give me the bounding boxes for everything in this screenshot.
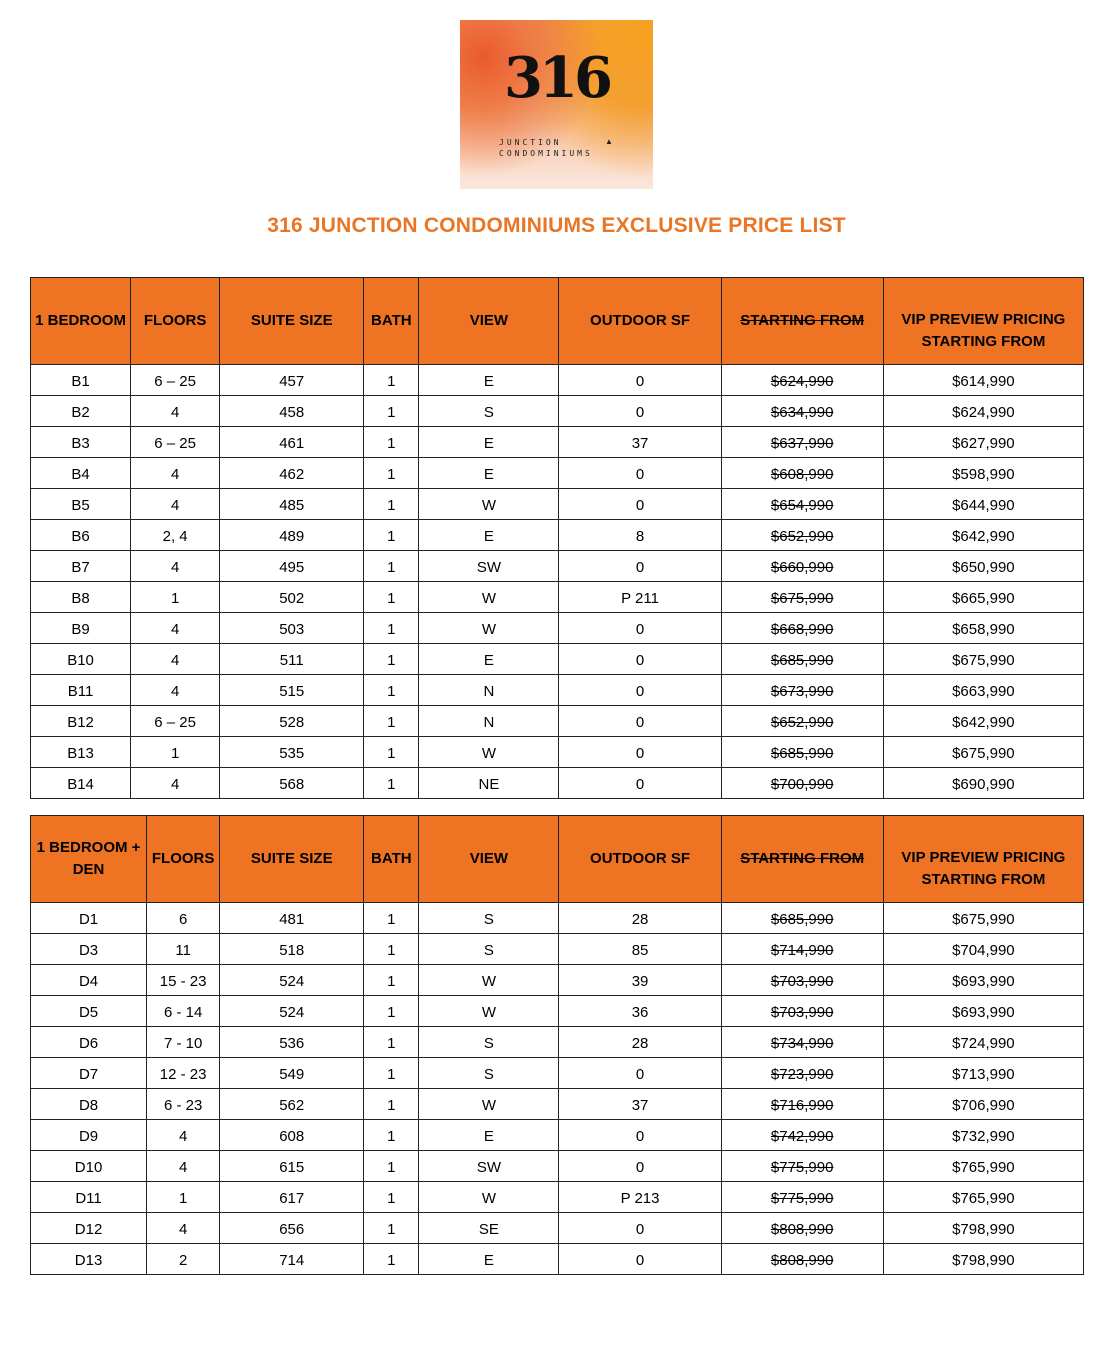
cell-suite-size: 489 (220, 520, 364, 551)
header-suite-size: SUITE SIZE (220, 816, 364, 903)
cell-vip-price: $650,990 (883, 551, 1083, 582)
cell-suite-type: D9 (31, 1120, 147, 1151)
cell-outdoor-sf: 28 (559, 1027, 721, 1058)
cell-suite-size: 485 (220, 489, 364, 520)
table-row (31, 903, 1084, 934)
cell-starting-from: $775,990 (721, 1151, 883, 1182)
cell-floors: 7 - 10 (147, 1027, 220, 1058)
cell-suite-type: B9 (31, 613, 131, 644)
cell-starting-from: $668,990 (721, 613, 883, 644)
cell-floors: 4 (131, 551, 220, 582)
cell-view: E (419, 458, 559, 489)
table-row (31, 644, 1084, 675)
cell-outdoor-sf: 0 (559, 1151, 721, 1182)
cell-view: W (419, 737, 559, 768)
cell-starting-from: $808,990 (721, 1244, 883, 1275)
cell-view: E (419, 427, 559, 458)
header-bath: BATH (364, 278, 419, 365)
cell-starting-from: $716,990 (721, 1089, 883, 1120)
header-outdoor-sf: OUTDOOR SF (559, 278, 721, 365)
cell-suite-type: B11 (31, 675, 131, 706)
table-row (31, 365, 1084, 396)
cell-vip-price: $693,990 (883, 965, 1083, 996)
cell-outdoor-sf: 39 (559, 965, 721, 996)
cell-bath: 1 (364, 768, 419, 799)
cell-vip-price: $693,990 (883, 996, 1083, 1027)
table-row (31, 768, 1084, 799)
cell-outdoor-sf: 0 (559, 1120, 721, 1151)
cell-view: SW (419, 1151, 559, 1182)
cell-bath: 1 (364, 1027, 419, 1058)
cell-floors: 6 – 25 (131, 365, 220, 396)
brand-logo (460, 20, 653, 189)
cell-vip-price: $642,990 (883, 520, 1083, 551)
cell-suite-type: B5 (31, 489, 131, 520)
cell-outdoor-sf: 28 (559, 903, 721, 934)
cell-outdoor-sf: 37 (559, 1089, 721, 1120)
cell-bath: 1 (364, 934, 419, 965)
cell-suite-size: 562 (220, 1089, 364, 1120)
cell-bath: 1 (364, 1213, 419, 1244)
table-row (31, 1182, 1084, 1213)
cell-view: S (419, 934, 559, 965)
cell-suite-type: B14 (31, 768, 131, 799)
header-vip-price: VIP PREVIEW PRICING STARTING FROM (883, 278, 1083, 365)
cell-suite-type: D7 (31, 1058, 147, 1089)
cell-floors: 6 - 23 (147, 1089, 220, 1120)
table-row (31, 551, 1084, 582)
cell-floors: 2, 4 (131, 520, 220, 551)
cell-suite-size: 503 (220, 613, 364, 644)
cell-outdoor-sf: 0 (559, 396, 721, 427)
cell-bath: 1 (364, 396, 419, 427)
cell-bath: 1 (364, 737, 419, 768)
cell-vip-price: $713,990 (883, 1058, 1083, 1089)
table-row (31, 613, 1084, 644)
cell-floors: 15 - 23 (147, 965, 220, 996)
table-row (31, 737, 1084, 768)
cell-outdoor-sf: 0 (559, 458, 721, 489)
cell-starting-from: $652,990 (721, 706, 883, 737)
cell-suite-type: B10 (31, 644, 131, 675)
header-suite-type: 1 BEDROOM (31, 278, 131, 365)
cell-suite-size: 502 (220, 582, 364, 613)
header-view: VIEW (419, 278, 559, 365)
cell-floors: 6 – 25 (131, 706, 220, 737)
cell-vip-price: $614,990 (883, 365, 1083, 396)
logo-line-1: JUNCTION (499, 138, 562, 147)
cell-bath: 1 (364, 1120, 419, 1151)
header-suite-size: SUITE SIZE (220, 278, 364, 365)
cell-suite-size: 535 (220, 737, 364, 768)
logo-wordmark (499, 137, 593, 159)
cell-starting-from: $637,990 (721, 427, 883, 458)
cell-view: SE (419, 1213, 559, 1244)
cell-vip-price: $690,990 (883, 768, 1083, 799)
cell-suite-type: D4 (31, 965, 147, 996)
cell-bath: 1 (364, 1244, 419, 1275)
cell-bath: 1 (364, 489, 419, 520)
cell-suite-size: 518 (220, 934, 364, 965)
cell-vip-price: $675,990 (883, 644, 1083, 675)
cell-vip-price: $798,990 (883, 1244, 1083, 1275)
cell-outdoor-sf: 0 (559, 768, 721, 799)
cell-outdoor-sf: 0 (559, 1058, 721, 1089)
cell-suite-size: 608 (220, 1120, 364, 1151)
cell-floors: 4 (147, 1213, 220, 1244)
cell-suite-type: B7 (31, 551, 131, 582)
cell-view: E (419, 520, 559, 551)
cell-bath: 1 (364, 582, 419, 613)
cell-view: S (419, 396, 559, 427)
cell-view: E (419, 1244, 559, 1275)
cell-vip-price: $675,990 (883, 737, 1083, 768)
table-row (31, 582, 1084, 613)
cell-view: W (419, 489, 559, 520)
cell-starting-from: $634,990 (721, 396, 883, 427)
header-view: VIEW (419, 816, 559, 903)
cell-suite-type: B1 (31, 365, 131, 396)
cell-suite-type: D13 (31, 1244, 147, 1275)
cell-floors: 2 (147, 1244, 220, 1275)
cell-suite-size: 656 (220, 1213, 364, 1244)
table-row (31, 1151, 1084, 1182)
cell-outdoor-sf: 0 (559, 613, 721, 644)
cell-floors: 4 (131, 458, 220, 489)
cell-suite-type: D10 (31, 1151, 147, 1182)
cell-suite-size: 714 (220, 1244, 364, 1275)
table-row (31, 965, 1084, 996)
header-vip-price: VIP PREVIEW PRICING STARTING FROM (883, 816, 1083, 903)
cell-bath: 1 (364, 458, 419, 489)
table-header-row (31, 278, 1084, 365)
cell-starting-from: $624,990 (721, 365, 883, 396)
cell-floors: 12 - 23 (147, 1058, 220, 1089)
cell-suite-size: 511 (220, 644, 364, 675)
cell-suite-type: B6 (31, 520, 131, 551)
cell-view: NE (419, 768, 559, 799)
cell-floors: 1 (147, 1182, 220, 1213)
table-row (31, 996, 1084, 1027)
cell-suite-type: B13 (31, 737, 131, 768)
table-row (31, 675, 1084, 706)
cell-suite-size: 515 (220, 675, 364, 706)
table-header-row (31, 816, 1084, 903)
cell-floors: 1 (131, 737, 220, 768)
cell-outdoor-sf: 0 (559, 365, 721, 396)
cell-suite-size: 524 (220, 965, 364, 996)
cell-view: SW (419, 551, 559, 582)
cell-suite-type: B12 (31, 706, 131, 737)
cell-outdoor-sf: 0 (559, 675, 721, 706)
cell-view: W (419, 582, 559, 613)
logo-mark: 316 (504, 45, 609, 111)
table-row (31, 934, 1084, 965)
cell-bath: 1 (364, 996, 419, 1027)
cell-view: W (419, 1089, 559, 1120)
cell-suite-size: 536 (220, 1027, 364, 1058)
cell-bath: 1 (364, 365, 419, 396)
table-row (31, 1089, 1084, 1120)
cell-suite-type: B8 (31, 582, 131, 613)
cell-suite-type: D1 (31, 903, 147, 934)
cell-suite-type: B2 (31, 396, 131, 427)
cell-view: W (419, 996, 559, 1027)
cell-outdoor-sf: P 213 (559, 1182, 721, 1213)
cell-floors: 6 (147, 903, 220, 934)
table-row (31, 458, 1084, 489)
cell-view: E (419, 365, 559, 396)
cell-starting-from: $685,990 (721, 644, 883, 675)
cell-suite-type: D8 (31, 1089, 147, 1120)
cell-starting-from: $775,990 (721, 1182, 883, 1213)
cell-view: W (419, 613, 559, 644)
cell-floors: 4 (131, 489, 220, 520)
cell-suite-size: 549 (220, 1058, 364, 1089)
header-bath: BATH (364, 816, 419, 903)
cell-floors: 4 (147, 1120, 220, 1151)
cell-view: W (419, 1182, 559, 1213)
cell-suite-type: D5 (31, 996, 147, 1027)
cell-suite-type: B4 (31, 458, 131, 489)
header-floors: FLOORS (147, 816, 220, 903)
cell-view: S (419, 1058, 559, 1089)
triangle-icon: ▲ (605, 137, 613, 146)
cell-suite-type: B3 (31, 427, 131, 458)
cell-bath: 1 (364, 706, 419, 737)
table-row (31, 1058, 1084, 1089)
cell-floors: 4 (131, 396, 220, 427)
cell-bath: 1 (364, 1182, 419, 1213)
header-suite-type: 1 BEDROOM + DEN (31, 816, 147, 903)
table-row (31, 706, 1084, 737)
cell-starting-from: $742,990 (721, 1120, 883, 1151)
cell-bath: 1 (364, 1089, 419, 1120)
cell-bath: 1 (364, 427, 419, 458)
table-row (31, 1027, 1084, 1058)
header-starting-from: STARTING FROM (721, 278, 883, 365)
cell-vip-price: $732,990 (883, 1120, 1083, 1151)
cell-vip-price: $598,990 (883, 458, 1083, 489)
cell-suite-size: 458 (220, 396, 364, 427)
cell-suite-type: D12 (31, 1213, 147, 1244)
cell-view: S (419, 903, 559, 934)
header-outdoor-sf: OUTDOOR SF (559, 816, 721, 903)
cell-starting-from: $675,990 (721, 582, 883, 613)
cell-bath: 1 (364, 551, 419, 582)
cell-suite-size: 457 (220, 365, 364, 396)
cell-suite-size: 524 (220, 996, 364, 1027)
cell-starting-from: $714,990 (721, 934, 883, 965)
cell-starting-from: $685,990 (721, 903, 883, 934)
table-row (31, 1213, 1084, 1244)
cell-outdoor-sf: 0 (559, 737, 721, 768)
cell-view: N (419, 675, 559, 706)
cell-outdoor-sf: 0 (559, 644, 721, 675)
cell-starting-from: $673,990 (721, 675, 883, 706)
cell-view: N (419, 706, 559, 737)
cell-suite-size: 461 (220, 427, 364, 458)
cell-vip-price: $627,990 (883, 427, 1083, 458)
cell-bath: 1 (364, 903, 419, 934)
cell-suite-size: 528 (220, 706, 364, 737)
table-row (31, 1244, 1084, 1275)
cell-vip-price: $644,990 (883, 489, 1083, 520)
cell-starting-from: $703,990 (721, 996, 883, 1027)
cell-vip-price: $706,990 (883, 1089, 1083, 1120)
cell-floors: 4 (131, 675, 220, 706)
table-row (31, 1120, 1084, 1151)
one-bedroom-price-table (30, 277, 1084, 799)
cell-floors: 4 (147, 1151, 220, 1182)
cell-outdoor-sf: 8 (559, 520, 721, 551)
cell-floors: 6 – 25 (131, 427, 220, 458)
cell-starting-from: $608,990 (721, 458, 883, 489)
cell-starting-from: $808,990 (721, 1213, 883, 1244)
cell-vip-price: $724,990 (883, 1027, 1083, 1058)
cell-vip-price: $704,990 (883, 934, 1083, 965)
cell-starting-from: $723,990 (721, 1058, 883, 1089)
cell-floors: 4 (131, 613, 220, 644)
cell-starting-from: $734,990 (721, 1027, 883, 1058)
cell-vip-price: $765,990 (883, 1151, 1083, 1182)
cell-starting-from: $654,990 (721, 489, 883, 520)
cell-bath: 1 (364, 1058, 419, 1089)
cell-view: E (419, 1120, 559, 1151)
cell-outdoor-sf: 0 (559, 706, 721, 737)
cell-outdoor-sf: 37 (559, 427, 721, 458)
cell-starting-from: $660,990 (721, 551, 883, 582)
cell-vip-price: $798,990 (883, 1213, 1083, 1244)
one-bedroom-den-price-table (30, 815, 1084, 1275)
cell-bath: 1 (364, 613, 419, 644)
cell-vip-price: $624,990 (883, 396, 1083, 427)
table-row (31, 396, 1084, 427)
cell-outdoor-sf: P 211 (559, 582, 721, 613)
cell-floors: 11 (147, 934, 220, 965)
cell-vip-price: $765,990 (883, 1182, 1083, 1213)
cell-outdoor-sf: 36 (559, 996, 721, 1027)
cell-suite-type: D3 (31, 934, 147, 965)
page-title: 316 JUNCTION CONDOMINIUMS EXCLUSIVE PRICE LIST (267, 214, 846, 237)
cell-suite-size: 615 (220, 1151, 364, 1182)
cell-floors: 4 (131, 768, 220, 799)
cell-bath: 1 (364, 965, 419, 996)
cell-bath: 1 (364, 1151, 419, 1182)
cell-suite-type: D6 (31, 1027, 147, 1058)
table-row (31, 427, 1084, 458)
cell-starting-from: $652,990 (721, 520, 883, 551)
cell-view: S (419, 1027, 559, 1058)
cell-starting-from: $703,990 (721, 965, 883, 996)
cell-outdoor-sf: 0 (559, 1213, 721, 1244)
table-row (31, 489, 1084, 520)
cell-outdoor-sf: 0 (559, 551, 721, 582)
cell-outdoor-sf: 0 (559, 489, 721, 520)
cell-bath: 1 (364, 644, 419, 675)
cell-outdoor-sf: 85 (559, 934, 721, 965)
cell-view: E (419, 644, 559, 675)
cell-suite-size: 481 (220, 903, 364, 934)
cell-vip-price: $658,990 (883, 613, 1083, 644)
cell-bath: 1 (364, 675, 419, 706)
cell-vip-price: $642,990 (883, 706, 1083, 737)
cell-vip-price: $675,990 (883, 903, 1083, 934)
cell-vip-price: $663,990 (883, 675, 1083, 706)
cell-floors: 4 (131, 644, 220, 675)
cell-floors: 6 - 14 (147, 996, 220, 1027)
cell-suite-size: 495 (220, 551, 364, 582)
cell-suite-type: D11 (31, 1182, 147, 1213)
header-floors: FLOORS (131, 278, 220, 365)
logo-line-2: CONDOMINIUMS (499, 149, 593, 158)
cell-starting-from: $700,990 (721, 768, 883, 799)
cell-outdoor-sf: 0 (559, 1244, 721, 1275)
cell-suite-size: 462 (220, 458, 364, 489)
cell-bath: 1 (364, 520, 419, 551)
cell-vip-price: $665,990 (883, 582, 1083, 613)
cell-view: W (419, 965, 559, 996)
cell-starting-from: $685,990 (721, 737, 883, 768)
table-row (31, 520, 1084, 551)
cell-floors: 1 (131, 582, 220, 613)
cell-suite-size: 568 (220, 768, 364, 799)
header-starting-from: STARTING FROM (721, 816, 883, 903)
cell-suite-size: 617 (220, 1182, 364, 1213)
